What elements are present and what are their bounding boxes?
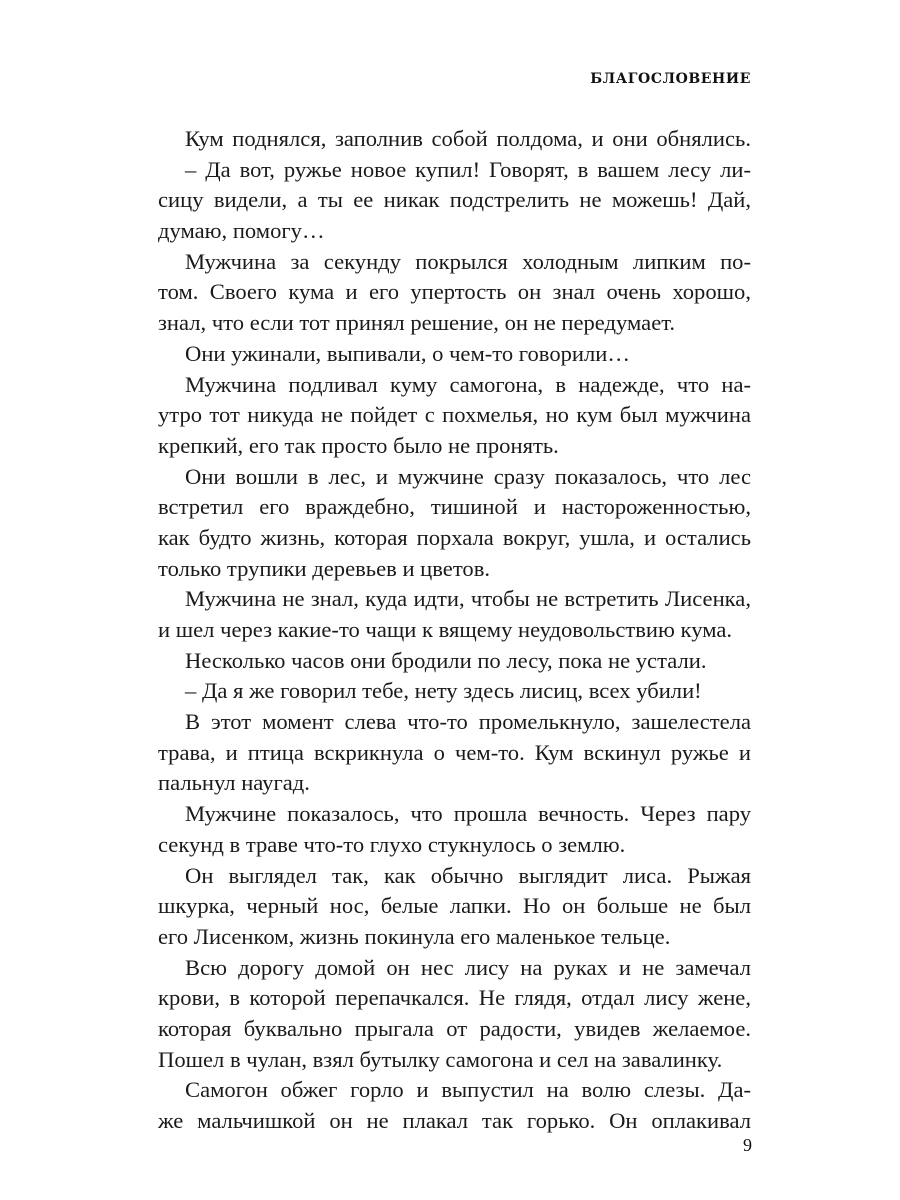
text-line: крепкий, его так просто было не пронять. xyxy=(158,432,559,458)
body-text xyxy=(158,124,751,1137)
text-line: Мужчина подливал куму самогона, в надежде, что на- xyxy=(185,371,751,397)
text-line: встретил его враждебно, тишиной и настороженностью, xyxy=(158,494,751,520)
text-line: Мужчина за секунду покрылся холодным липким по- xyxy=(185,248,751,274)
text-line: Кум поднялся, заполнив собой полдома, и они обнялись. xyxy=(185,126,751,151)
text-line: только трупики деревьев и цветов. xyxy=(158,555,491,581)
text-line: думаю, помогу… xyxy=(158,218,325,244)
text-line: Пошел в чулан, взял бутылку самогона и сел на завалинку. xyxy=(158,1046,723,1072)
text-line: Они вошли в лес, и мужчине сразу показалось, что лес xyxy=(185,463,751,489)
text-line: же мальчишкой он не плакал так горько. Он оплакивал xyxy=(158,1108,751,1133)
text-line: которая буквально прыгала от радости, увидев желаемое. xyxy=(158,1015,751,1041)
text-line: трава, и птица вскрикнула о чем-то. Кум вскинул ружье и xyxy=(158,739,751,765)
text-line: сицу видели, а ты ее никак подстрелить не можешь! Дай, xyxy=(158,187,751,213)
text-line: Он выглядел так, как обычно выглядит лиса. Рыжая xyxy=(185,862,751,888)
text-line: Мужчина не знал, куда идти, чтобы не встретить Лисенка, xyxy=(185,586,751,612)
page-number: 9 xyxy=(743,1135,752,1155)
running-head: БЛАГОСЛОВЕНИЕ xyxy=(590,71,751,87)
text-line: Всю дорогу домой он нес лису на руках и не замечал xyxy=(185,954,751,980)
text-line: Мужчине показалось, что прошла вечность. Через пару xyxy=(185,801,751,827)
text-line: В этот момент слева что-то промелькнуло, зашелестела xyxy=(185,709,751,735)
text-line: крови, в которой перепачкался. Не глядя, отдал лису жене, xyxy=(158,985,751,1011)
text-line: пальнул наугад. xyxy=(158,770,310,796)
text-line: утро тот никуда не пойдет с похмелья, но кум был мужчина xyxy=(158,402,751,428)
text-line: – Да я же говорил тебе, нету здесь лисиц, всех убили! xyxy=(185,678,702,704)
text-line: Самогон обжег горло и выпустил на волю слезы. Да- xyxy=(185,1077,751,1103)
text-line: – Да вот, ружье новое купил! Говорят, в вашем лесу ли- xyxy=(185,156,751,182)
text-line: секунд в траве что-то глухо стукнулось о землю. xyxy=(158,831,626,857)
text-line: шкурка, черный нос, белые лапки. Но он больше не был xyxy=(158,893,751,919)
text-line: Несколько часов они бродили по лесу, пока не устали. xyxy=(185,647,707,673)
text-line: Они ужинали, выпивали, о чем-то говорили… xyxy=(185,340,630,366)
text-line: знал, что если тот принял решение, он не передумает. xyxy=(158,310,676,336)
text-line: и шел через какие-то чащи к вящему неудовольствию кума. xyxy=(158,617,733,642)
text-line: его Лисенком, жизнь покинула его маленькое тельце. xyxy=(158,923,671,949)
text-line: том. Своего кума и его упертость он знал очень хорошо, xyxy=(158,279,751,305)
text-line: как будто жизнь, которая порхала вокруг, ушла, и остались xyxy=(158,524,751,550)
